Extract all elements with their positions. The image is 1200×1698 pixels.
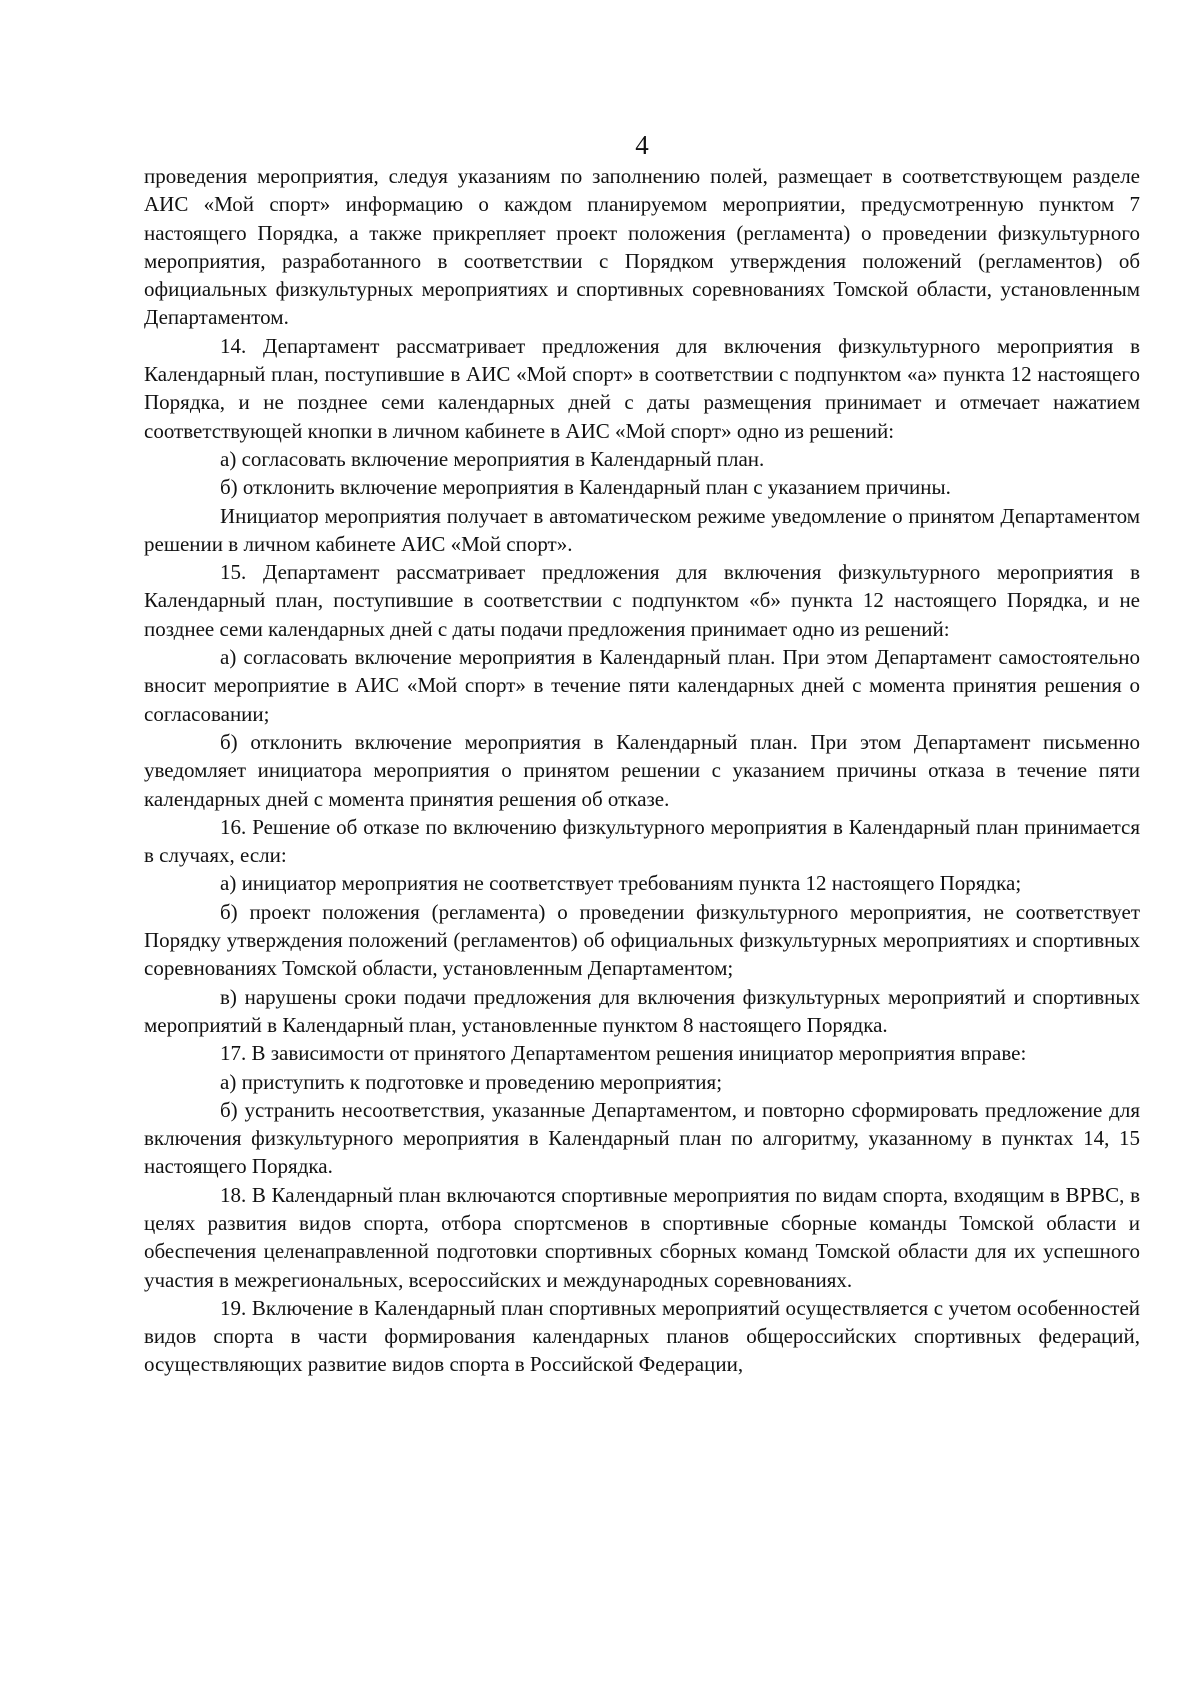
page-number: 4 — [635, 130, 649, 160]
paragraph-item-14-note: Инициатор мероприятия получает в автоматическом режиме уведомление о принятом Департаментом решении в личном кабинете АИС «Мой спорт». — [144, 503, 1140, 556]
paragraph-item-14: 14. Департамент рассматривает предложения для включения физкультурного мероприятия в Календарный план, поступившие в АИС «Мой спорт» в соответствии с подпунктом «а» пункта 12 настоящего Порядка, и не позднее семи календарных дней с даты размещения принимает и отмечает нажатием соответствующей кнопки в личном кабинете в АИС «Мой спорт» одно из решений: — [144, 333, 1140, 443]
document-page — [144, 128, 1140, 1379]
paragraph-item-18: 18. В Календарный план включаются спортивные мероприятия по видам спорта, входящим в ВРВС, в целях развития видов спорта, отбора спортсменов в спортивные сборные команды Томской области и обеспечения целенаправленной подготовки спортивных сборных команд Томской области для их успешного участия в межрегиональных, всероссийских и международных соревнованиях. — [144, 1182, 1140, 1292]
paragraph-item-16: 16. Решение об отказе по включению физкультурного мероприятия в Календарный план принимается в случаях, если: — [144, 814, 1140, 868]
paragraph-item-16a: а) инициатор мероприятия не соответствует требованиям пункта 12 настоящего Порядка; — [220, 871, 1022, 896]
paragraph-item-17b: б) устранить несоответствия, указанные Департаментом, и повторно сформировать предложение для включения физкультурного мероприятия в Календарный план по алгоритму, указанному в пунктах 14, 15 настоящего Порядка. — [144, 1097, 1140, 1179]
paragraph-item-19: 19. Включение в Календарный план спортивных мероприятий осуществляется с учетом особенностей видов спорта в части формирования календарных планов общероссийских спортивных федераций, осуществляющих развитие видов спорта в Российской Федерации, — [144, 1295, 1140, 1377]
paragraph-continuation: проведения мероприятия, следуя указаниям по заполнению полей, размещает в соответствующем разделе АИС «Мой спорт» информацию о каждом планируемом мероприятии, предусмотренную пунктом 7 настоящего Порядка, а также прикрепляет проект положения (регламента) о проведении физкультурного мероприятия, разработанного в соответствии с Порядком утверждения положений (регламентов) об официальных физкультурных мероприятиях и спортивных соревнованиях Томской области, установленным Департаментом. — [144, 164, 1140, 330]
paragraph-item-16c: в) нарушены сроки подачи предложения для включения физкультурных мероприятий и спортивных мероприятий в Календарный план, установленные пунктом 8 настоящего Порядка. — [144, 984, 1140, 1037]
paragraph-item-17: 17. В зависимости от принятого Департаментом решения инициатор мероприятия вправе: — [220, 1041, 1027, 1066]
paragraph-item-14a: а) согласовать включение мероприятия в Календарный план. — [220, 446, 765, 471]
paragraph-item-15a: а) согласовать включение мероприятия в Календарный план. При этом Департамент самостоятельно вносит мероприятие в АИС «Мой спорт» в течение пяти календарных дней с момента принятия решения о согласовании; — [144, 645, 1140, 726]
paragraph-item-16b: б) проект положения (регламента) о проведении физкультурного мероприятия, не соответствует Порядку утверждения положений (регламентов) об официальных физкультурных мероприятиях и спортивных соревнованиях Томской области, установленным Департаментом; — [144, 899, 1140, 981]
paragraph-item-17a: а) приступить к подготовке и проведению мероприятия; — [220, 1069, 723, 1094]
paragraph-item-14b: б) отклонить включение мероприятия в Календарный план с указанием причины. — [220, 475, 951, 500]
paragraph-item-15: 15. Департамент рассматривает предложения для включения физкультурного мероприятия в Календарный план, поступившие в соответствии с подпунктом «б» пункта 12 настоящего Порядка, и не позднее семи календарных дней с даты подачи предложения принимает одно из решений: — [144, 560, 1140, 641]
paragraph-item-15b: б) отклонить включение мероприятия в Календарный план. При этом Департамент письменно уведомляет инициатора мероприятия о принятом решении с указанием причины отказа в течение пяти календарных дней с момента принятия решения об отказе. — [144, 729, 1140, 811]
